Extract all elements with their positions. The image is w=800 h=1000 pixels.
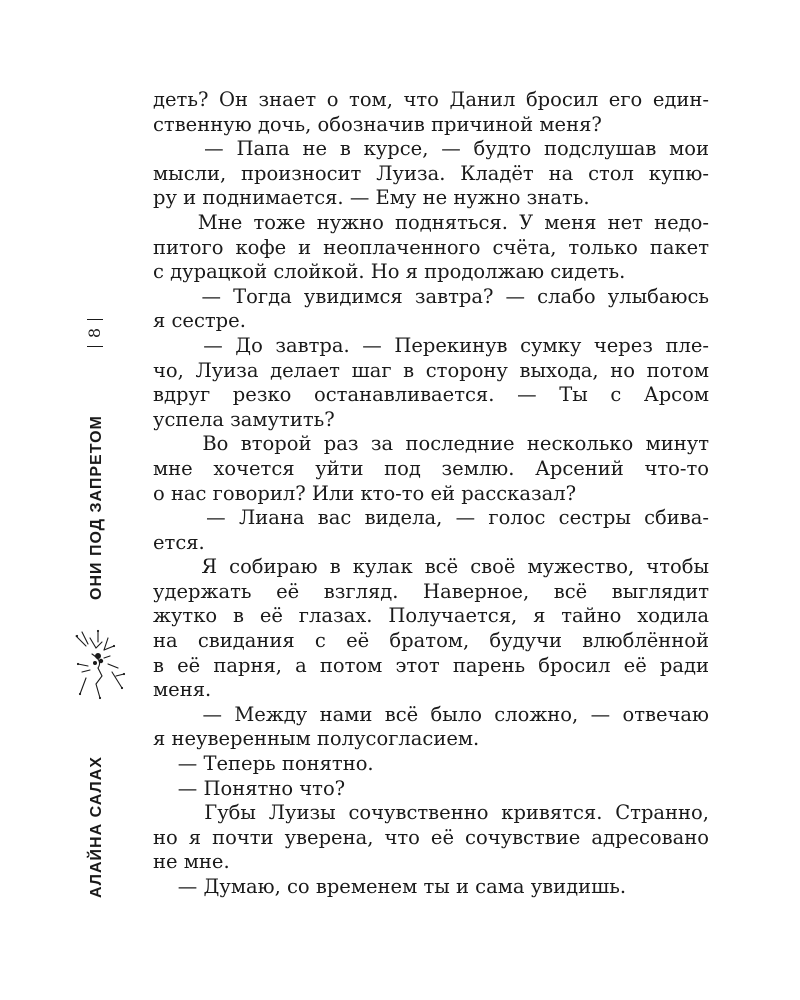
text-line: Губы Луизы сочувственно кривятся. Странно, xyxy=(153,801,709,825)
text-line: в её парня, а потом этот парень бросил её ради xyxy=(153,653,709,677)
text-line: меня. xyxy=(153,678,212,702)
text-line: мысли, произносит Луиза. Кладёт на стол купю- xyxy=(153,161,709,185)
text-line: о нас говорил? Или кто-то ей рассказал? xyxy=(153,481,577,505)
running-title: ОНИ ПОД ЗАПРЕТОМ xyxy=(88,415,105,600)
text-line: — Тогда увидимся завтра? — слабо улыбаюсь xyxy=(153,284,709,308)
text-line: — Лиана вас видела, — голос сестры сбива- xyxy=(153,506,709,530)
text-line: вдруг резко останавливается. — Ты с Арсом xyxy=(153,383,709,407)
text-line: — Думаю, со временем ты и сама увидишь. xyxy=(153,875,627,898)
text-line: успела замутить? xyxy=(153,407,335,431)
text-line: ру и поднимается. — Ему не нужно знать. xyxy=(153,186,590,210)
text-line: на свидания с её братом, будучи влюблённой xyxy=(153,629,709,653)
text-line: Мне тоже нужно подняться. У меня нет недо- xyxy=(153,210,709,234)
text-line: — Теперь понятно. xyxy=(153,752,374,776)
running-author: АЛАЙНА САЛАХ xyxy=(88,756,105,898)
text-line: с дурацкой слойкой. Но я продолжаю сидеть. xyxy=(153,260,626,284)
dandelion-ornament-icon xyxy=(68,628,138,703)
text-line: деть? Он знает о том, что Данил бросил его един- xyxy=(153,88,709,111)
body-text xyxy=(153,88,709,900)
text-line: жутко в её глазах. Получается, я тайно ходила xyxy=(153,604,709,628)
text-line: не мне. xyxy=(153,850,230,874)
text-line: ется. xyxy=(153,530,205,554)
text-line: мне хочется уйти под землю. Арсений что-то xyxy=(153,456,709,480)
text-line: удержать её взгляд. Наверное, всё выглядит xyxy=(153,579,709,603)
text-line: — До завтра. — Перекинув сумку через пле- xyxy=(153,333,709,357)
text-line: чо, Луиза делает шаг в сторону выхода, но потом xyxy=(153,358,709,382)
page-number-rule-top xyxy=(87,319,103,320)
text-line: питого кофе и неоплаченного счёта, только пакет xyxy=(153,235,709,259)
page-number-block xyxy=(84,318,106,348)
text-line: я сестре. xyxy=(153,309,246,333)
text-line: — Понятно что? xyxy=(153,776,346,800)
text-line: Во второй раз за последние несколько минут xyxy=(153,432,709,456)
text-line: ственную дочь, обозначив причиной меня? xyxy=(153,112,602,136)
page-number: 8 xyxy=(85,327,104,339)
text-line: я неуверенным полусогласием. xyxy=(153,727,480,751)
text-line: Я собираю в кулак всё своё мужество, чтобы xyxy=(153,555,709,579)
text-line: — Папа не в курсе, — будто подслушав мои xyxy=(153,137,709,161)
text-line: — Между нами всё было сложно, — отвечаю xyxy=(153,702,709,726)
page-number-rule-bottom xyxy=(87,346,103,347)
text-line: но я почти уверена, что её сочувствие адресовано xyxy=(153,825,709,849)
